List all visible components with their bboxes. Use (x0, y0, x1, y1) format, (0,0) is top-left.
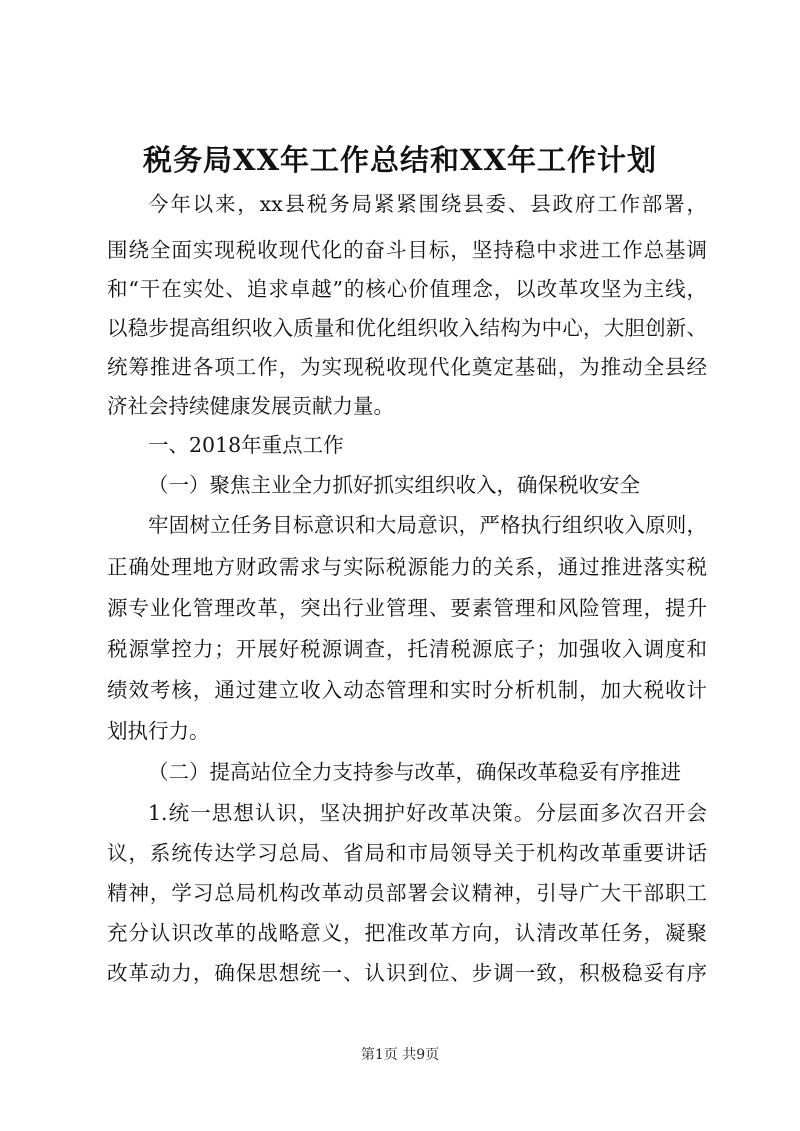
text-line: 源专业化管理改革，突出行业管理、要素管理和风险管理，提升 (107, 596, 707, 620)
text-line: 牢固树立任务目标意识和大局意识，严格执行组织收入原则， (148, 513, 707, 537)
text-line: 改革动力，确保思想统一、认识到位、步调一致，积极稳妥有序 (107, 961, 707, 985)
text-line: 和“干在实处、追求卓越”的核心价值理念，以改革攻坚为主线， (107, 277, 707, 301)
text-line: 充分认识改革的战略意义，把准改革方向，认清改革任务，凝聚 (107, 921, 707, 945)
text-line: 今年以来，xx县税务局紧紧围绕县委、县政府工作部署， (148, 192, 707, 216)
text-line: 正确处理地方财政需求与实际税源能力的关系，通过推进落实税 (107, 555, 707, 579)
text-line: 统筹推进各项工作，为实现税收现代化奠定基础，为推动全县经 (107, 355, 707, 379)
text-line: 1.统一思想认识，坚决拥护好改革决策。分层面多次召开会 (148, 801, 707, 825)
text-line: 围绕全面实现税收现代化的奋斗目标，坚持稳中求进工作总基调 (107, 238, 707, 262)
text-line: 划执行力。 (107, 719, 210, 743)
text-line: 精神，学习总局机构改革动员部署会议精神，引导广大干部职工 (107, 881, 707, 905)
text-line: 绩效考核，通过建立收入动态管理和实时分析机制，加大税收计 (107, 678, 707, 702)
page-number: 第1页 共9页 (360, 1047, 440, 1063)
document-title: 税务局XX年工作总结和XX年工作计划 (142, 143, 657, 177)
text-line: 济社会持续健康发展贡献力量。 (107, 394, 394, 418)
text-line: 税源掌控力；开展好税源调查，托清税源底子；加强收入调度和 (107, 637, 707, 661)
subsection-heading: （二）提高站位全力支持参与改革，确保改革稳妥有序推进 (148, 760, 681, 784)
subsection-heading: （一）聚焦主业全力抓好抓实组织收入，确保税收安全 (148, 473, 640, 497)
text-line: 以稳步提高组织收入质量和优化组织收入结构为中心，大胆创新、 (107, 316, 707, 340)
section-heading: 一、2018年重点工作 (148, 433, 344, 457)
text-line: 议，系统传达学习总局、省局和市局领导关于机构改革重要讲话 (107, 841, 707, 865)
